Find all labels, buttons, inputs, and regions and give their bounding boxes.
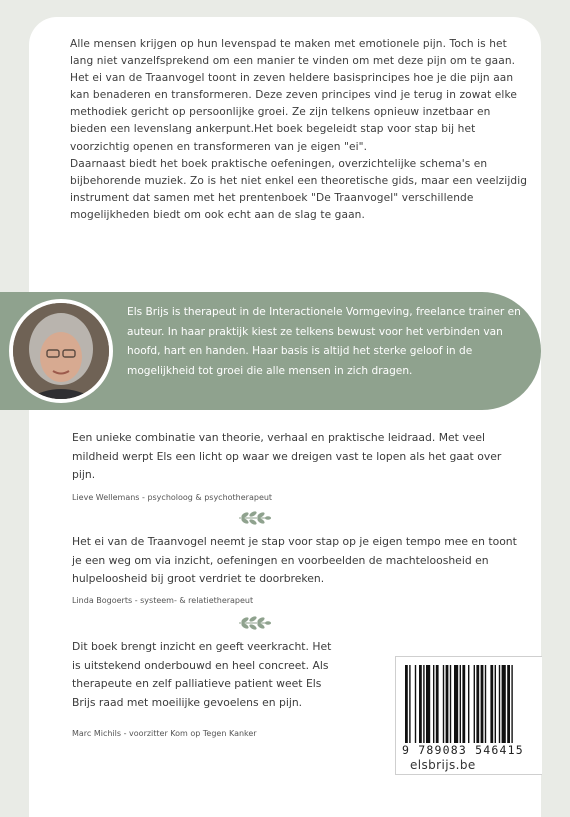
quote-3-author: Marc Michils - voorzitter Kom op Tegen Kanker: [72, 729, 257, 738]
website: elsbrijs.be: [410, 758, 476, 772]
intro-paragraph-2: Het ei van de Traanvogel toont in zeven heldere basisprincipes hoe je die pijn aan kan benaderen en transformeren. Deze zeven principes vind je terug in zowat elke methodiek gericht op persoonlijke groei. Ze zijn telkens opnieuw inzetbaar en bieden een levenslang ankerpunt.Het boek begeleidt stap voor stap bij het voorzichtig openen en transformeren van je eigen "ei".: [70, 72, 517, 153]
quote-2: Het ei van de Traanvogel neemt je stap voor stap op je eigen tempo mee en toont je een weg om via inzicht, oefeningen en voorbeelden de machteloosheid en hulpeloosheid bij groot verdriet te doorbreken.: [72, 535, 517, 585]
quote-2-author: Linda Bogoerts - systeem- & relatietherapeut: [72, 596, 254, 605]
quote-1-author: Lieve Wellemans - psycholoog & psychotherapeut: [72, 493, 273, 502]
intro-paragraph-1: Alle mensen krijgen op hun levenspad te maken met emotionele pijn. Toch is het lang niet vanzelfsprekend om een manier te vinden om met deze pijn om te gaan.: [70, 38, 516, 68]
intro-text: [70, 36, 530, 224]
intro-paragraph-3: Daarnaast biedt het boek praktische oefeningen, overzichtelijke schema's en bijbehorende muziek. Zo is het niet enkel een theoretische gids, maar een veelzijdig instrument dat samen met het prentenboek "De Traanvogel" verschillende mogelijkheden biedt om ook echt aan de slag te gaan.: [70, 157, 528, 221]
author-photo: [9, 299, 113, 403]
isbn-number: 9 789083 546415: [402, 743, 524, 757]
quote-1: Een unieke combinatie van theorie, verhaal en praktische leidraad. Met veel mildheid werpt Els een licht op waar we dreigen vast te lopen als het gaat over pijn.: [72, 431, 502, 481]
barcode-bars: [405, 665, 541, 743]
quote-3: Dit boek brengt inzicht en geeft veerkracht. Het is uitstekend onderbouwd en heel concreet. Als therapeute en zelf palliatieve patient weet Els Brijs raad met moeilijke gevoelens en pijn.: [72, 640, 332, 709]
author-bio-text: Els Brijs is therapeut in de Interactionele Vormgeving, freelance trainer en auteur. In haar praktijk kiest ze telkens bewust voor het verbinden van hoofd, hart en handen. Haar basis is altijd het sterke geloof in de mogelijkheid tot groei die alle mensen in zich dragen.: [127, 306, 521, 377]
leaf-sprig-icon: [237, 613, 273, 633]
leaf-sprig-icon: [237, 508, 273, 528]
